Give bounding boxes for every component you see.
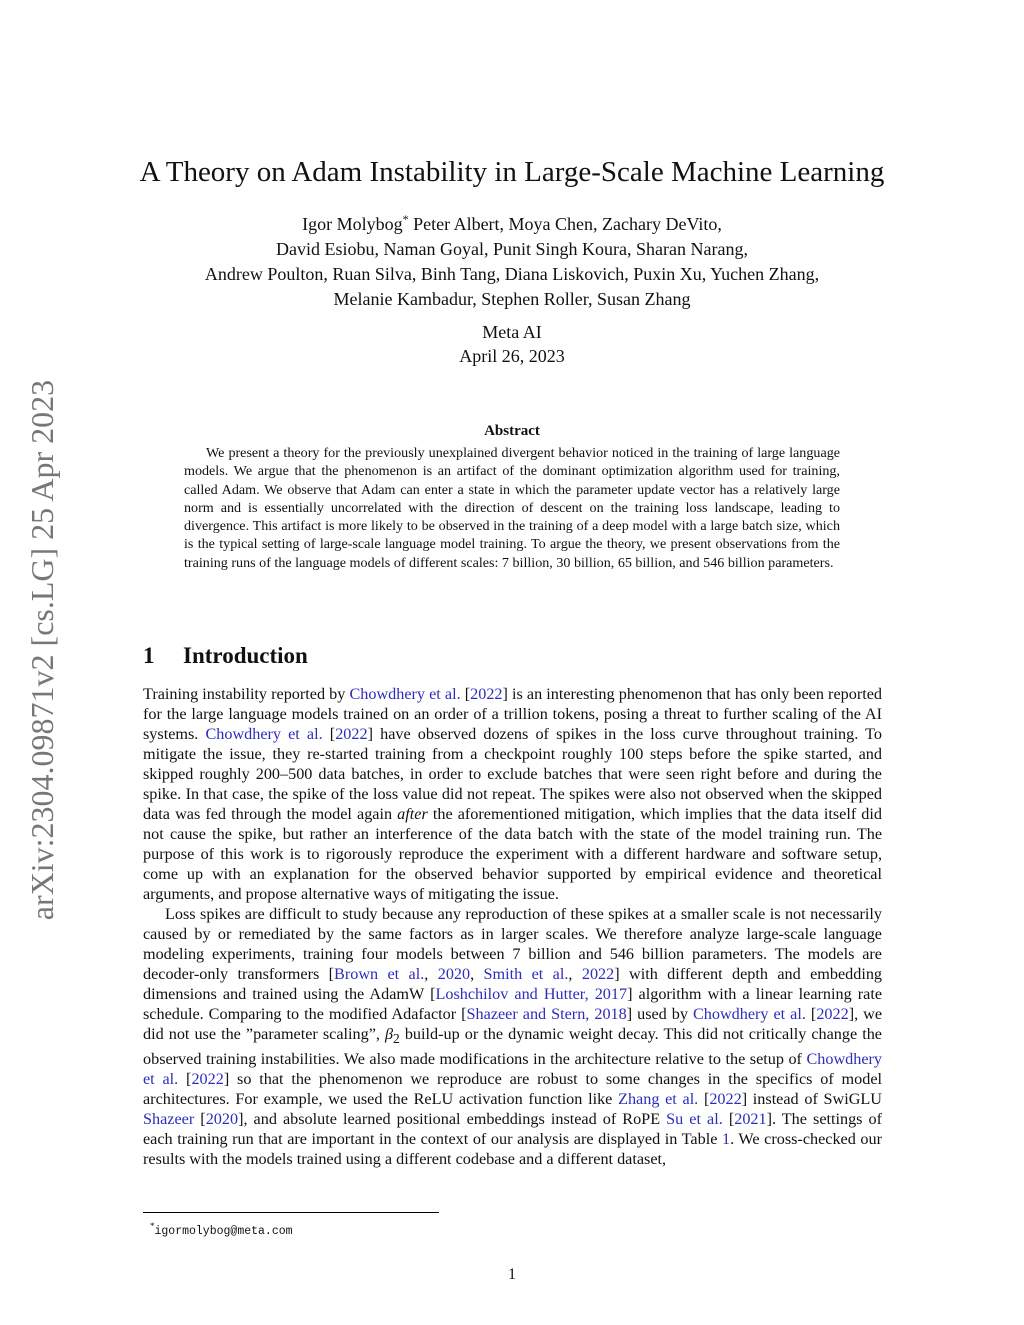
footnote-marker: *: [402, 212, 409, 226]
affiliation-block: [0, 320, 1024, 368]
footnote-mark: *: [150, 1221, 155, 1231]
citation-year-link[interactable]: 2022: [709, 1090, 742, 1109]
citation-year-link[interactable]: 2022: [335, 725, 368, 743]
text-run: ] instead of SwiGLU: [741, 1090, 882, 1109]
abstract-heading: Abstract: [484, 423, 540, 439]
affiliation: Meta AI: [482, 322, 542, 342]
text-run: ,: [470, 965, 484, 983]
paragraph-1: [143, 684, 882, 904]
text-run: ,: [568, 965, 582, 983]
first-author: Igor Molybog: [302, 214, 403, 234]
author-line-3: Andrew Poulton, Ruan Silva, Binh Tang, Diana Liskovich, Puxin Xu, Yuchen Zhang,: [204, 264, 820, 284]
text-run: ,: [584, 985, 595, 1003]
citation-link[interactable]: Smith et al.: [483, 965, 569, 983]
author-line-4: Melanie Kambadur, Stephen Roller, Susan Zhang: [333, 289, 691, 309]
text-run: the aforementioned mitigation, which implies that the data itself did not cause the spike, but rather an interference of the data batch with the state of the model training run. The purpose of this work is to rigorously reproduce the experiment with a different hardware and software setup, come up with an explanation for the observed behavior supported by empirical evidence and theoretical arguments, and propose alternative ways of mitigating the issue.: [143, 805, 882, 903]
body-text: [143, 684, 882, 1169]
arxiv-identifier-stamp: arXiv:2304.09871v2 [cs.LG] 25 Apr 2023: [24, 379, 60, 921]
author-line-1: [0, 212, 1024, 237]
citation-year-link[interactable]: 2022: [581, 965, 615, 983]
beta-subscript: 2: [393, 1031, 400, 1047]
citation-year-link[interactable]: 2022: [191, 1070, 224, 1089]
citation-link[interactable]: Chowdhery et al.: [205, 725, 323, 743]
text-run: ]. The settings of each training run that are important in the context of our analysis are displayed in Table: [143, 1110, 883, 1149]
text-run: [: [178, 1070, 192, 1089]
footnote-divider: [143, 1212, 439, 1213]
footnote: [150, 1218, 293, 1240]
section-heading: [143, 641, 308, 671]
citation-link[interactable]: Zhang et al.: [618, 1090, 699, 1109]
section-number: 1: [143, 643, 155, 668]
text-run: Loss spikes are difficult to study because any reproduction of these spikes at a smaller scale is not necessarily caused by or remediated by the same factors as in larger scales. We therefore analyze large-scale language modeling experiments, training four models between 7 billion and 546 billion parameters. The models are decoder-only transformers [: [143, 905, 882, 983]
text-run: [: [322, 725, 336, 743]
text-run: ,: [585, 1005, 595, 1023]
text-run: Training instability reported by: [143, 685, 350, 703]
text-run: ] used by: [626, 1005, 693, 1023]
emphasis: after: [397, 805, 428, 823]
citation-link[interactable]: Chowdhery et al.: [349, 685, 461, 703]
citation-year-link[interactable]: 2021: [734, 1110, 767, 1129]
text-run: ], we did not use the ”parameter scaling”,: [143, 1005, 882, 1043]
abstract-text: We present a theory for the previously unexplained divergent behavior noticed in the training of large language models. We argue that the phenomenon is an artifact of the dominant optimization algorithm used for training, called Adam. We observe that Adam can enter a state in which the parameter update vector has a relatively large norm and is essentially uncorrelated with the direction of descent on the training loss landscape, leading to divergence. This artifact is more likely to be observed in the training of a deep model with a large batch size, which is the typical setting of large-scale language model training. To argue the theory, we present observations from the training runs of the language models of different scales: 7 billion, 30 billion, 65 billion, and 546 billion parameters.: [184, 445, 840, 571]
table-reference-link[interactable]: 1: [721, 1130, 731, 1149]
text-run: ]: [502, 685, 508, 703]
author-line-2: David Esiobu, Naman Goyal, Punit Singh Koura, Sharan Narang,: [276, 239, 748, 259]
text-run: ] with different depth and embedding dimensions and trained using the AdamW [: [143, 965, 883, 1003]
citation-link[interactable]: Shazeer and Stern: [466, 1005, 586, 1023]
paper-title: A Theory on Adam Instability in Large-Scale Machine Learning: [139, 156, 885, 188]
text-run: . We cross-checked our results with the models trained using a different codebase and a different dataset,: [143, 1130, 882, 1169]
paragraph-2: [143, 904, 882, 1169]
citation-link[interactable]: Loshchilov and Hutter: [435, 985, 585, 1003]
footnote-email: igormolybog@meta.com: [154, 1224, 293, 1238]
citation-link[interactable]: Su et al.: [666, 1110, 723, 1129]
section-title: Introduction: [183, 643, 308, 668]
text-run: is an interesting phenomenon that has only been reported for the large language models trained on an order of a trillion tokens, posing a threat to further scaling of the AI systems.: [143, 685, 882, 743]
text-run: have observed dozens of spikes in the loss curve throughout training. To mitigate the issue, they re-started training from a checkpoint roughly 100 steps before the spike started, and skipped roughly 200–500 data batches, in order to exclude batches that were seen right before and during the spike. In that case, the spike of the loss value did not repeat. The spikes were also not observed when the skipped data was fed through the model again: [143, 725, 882, 823]
citation-year-link[interactable]: 2020: [437, 965, 471, 983]
text-run: ] algorithm with a linear learning rate schedule. Comparing to the modified Adafactor [: [143, 985, 883, 1023]
page-number: 1: [508, 1266, 516, 1283]
text-run: build-up or the dynamic weight decay. This did not critically change the observed training instabilities. We also made modifications in the architecture relative to the setup of: [143, 1025, 882, 1069]
text-run: ], and absolute learned positional embeddings instead of RoPE: [238, 1110, 667, 1129]
text-run: [: [805, 1005, 817, 1023]
text-run: [: [460, 685, 471, 703]
citation-link[interactable]: Brown et al.: [334, 965, 425, 983]
text-run: ] so that the phenomenon we reproduce are robust to some changes in the specifics of model architectures. For example, we used the ReLU activation function like: [143, 1070, 883, 1109]
citation-link[interactable]: Chowdhery et al.: [692, 1005, 806, 1023]
citation-year-link[interactable]: 2020: [205, 1110, 239, 1129]
beta-symbol: β: [384, 1025, 394, 1043]
citation-link[interactable]: Chowdhery et al.: [143, 1050, 882, 1089]
text-run: [: [722, 1110, 735, 1129]
publication-date: April 26, 2023: [459, 346, 565, 366]
citation-year-link[interactable]: 2018: [594, 1005, 627, 1023]
citation-year-link[interactable]: 2022: [816, 1005, 849, 1023]
text-run: [: [698, 1090, 710, 1109]
text-run: ]: [367, 725, 373, 743]
text-run: [: [194, 1110, 206, 1129]
citation-year-link[interactable]: 2022: [470, 685, 503, 703]
author-list: [0, 212, 1024, 312]
citation-link[interactable]: Shazeer: [143, 1110, 195, 1129]
citation-year-link[interactable]: 2017: [594, 985, 628, 1003]
author-line-1-rest: Peter Albert, Moya Chen, Zachary DeVito,: [408, 214, 722, 234]
text-run: ,: [424, 965, 438, 983]
